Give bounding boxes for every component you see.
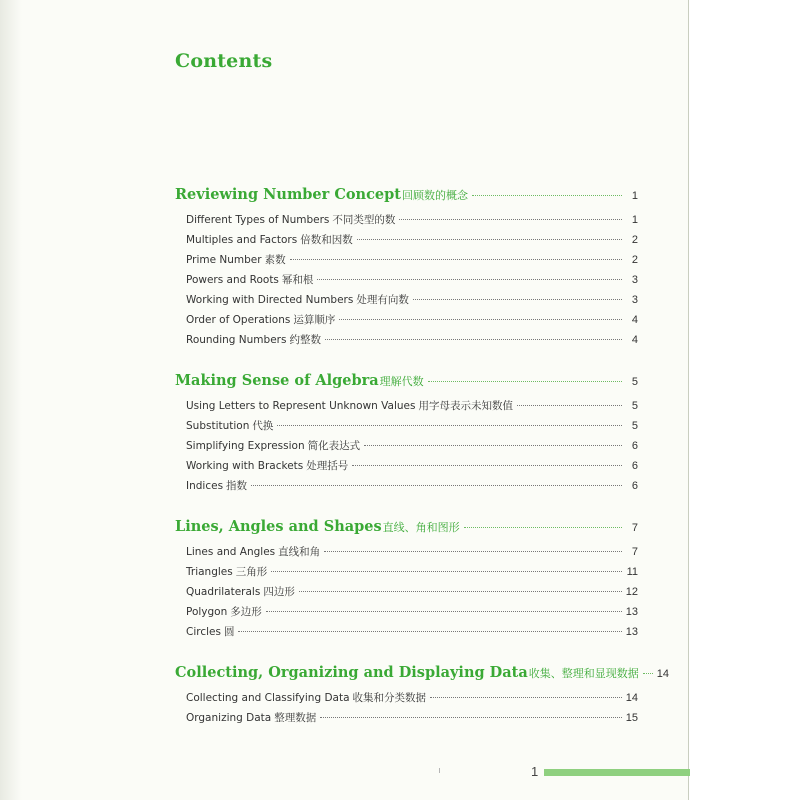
section-title-cn: 直线、角和图形 — [382, 521, 460, 534]
entry-title: Polygon — [186, 606, 228, 618]
toc-section — [175, 186, 638, 352]
entry-title-cn: 代换 — [252, 420, 274, 432]
dot-leader — [399, 219, 622, 220]
entry-title: Circles — [186, 626, 221, 638]
entry-title-cn: 收集和分类数据 — [352, 692, 427, 704]
dot-leader — [464, 527, 622, 528]
toc-entry[interactable] — [175, 438, 638, 458]
toc-section-heading[interactable] — [175, 186, 638, 212]
entry-page-number: 6 — [631, 440, 638, 452]
section-page-number: 7 — [631, 522, 638, 534]
entry-page-number: 11 — [626, 566, 638, 578]
toc-section — [175, 372, 638, 498]
toc-entry[interactable] — [175, 584, 638, 604]
entry-title: Quadrilaterals — [186, 586, 261, 598]
entry-page-number: 13 — [625, 606, 638, 618]
toc-entry[interactable] — [175, 332, 638, 352]
entry-page-number: 3 — [631, 294, 638, 306]
entry-title: Lines and Angles — [186, 546, 276, 558]
section-title: Reviewing Number Concept — [175, 186, 401, 203]
entry-title: Organizing Data — [186, 712, 272, 724]
entry-title-cn: 不同类型的数 — [332, 214, 396, 226]
entry-title-cn: 幂和根 — [281, 274, 314, 286]
entry-page-number: 14 — [625, 692, 638, 704]
dot-leader — [317, 279, 622, 280]
dot-leader — [472, 195, 622, 196]
entry-title: Multiples and Factors — [186, 234, 298, 246]
toc-entry[interactable] — [175, 544, 638, 564]
dot-leader — [643, 673, 653, 674]
toc-entry[interactable] — [175, 252, 638, 272]
section-page-number: 1 — [631, 190, 638, 202]
entry-title: Prime Number — [186, 254, 262, 266]
table-of-contents — [175, 186, 669, 750]
toc-entry[interactable] — [175, 418, 638, 438]
toc-entry[interactable] — [175, 478, 638, 498]
entry-title-cn: 约整数 — [289, 334, 321, 346]
toc-entry[interactable] — [175, 624, 638, 644]
entry-title-cn: 用字母表示未知数值 — [418, 400, 513, 412]
section-title: Making Sense of Algebra — [175, 372, 379, 389]
entry-page-number: 7 — [631, 546, 638, 558]
dot-leader — [428, 381, 622, 382]
toc-entry[interactable] — [175, 710, 638, 730]
page-number: 1 — [531, 764, 539, 779]
toc-entry[interactable] — [175, 564, 638, 584]
dot-leader — [357, 239, 622, 240]
entry-title-cn: 三角形 — [235, 566, 268, 578]
dot-leader — [299, 591, 622, 592]
entry-title: Using Letters to Represent Unknown Values — [186, 400, 416, 412]
crop-mark — [439, 768, 440, 773]
footer-accent-bar — [544, 769, 690, 776]
section-title-cn: 回顾数的概念 — [402, 189, 468, 202]
page-title: Contents — [175, 50, 273, 72]
entry-title-cn: 整理数据 — [274, 712, 317, 724]
dot-leader — [251, 485, 622, 486]
dot-leader — [266, 611, 622, 612]
dot-leader — [339, 319, 622, 320]
entry-title: Order of Operations — [186, 314, 291, 326]
section-title: Collecting, Organizing and Displaying Data — [175, 664, 528, 681]
entry-title-cn: 处理括号 — [306, 460, 349, 472]
entry-title: Working with Brackets — [186, 460, 304, 472]
section-page-number: 5 — [631, 376, 638, 388]
dot-leader — [320, 717, 622, 718]
entry-title-cn: 直线和角 — [278, 546, 321, 558]
dot-leader — [352, 465, 622, 466]
entry-title-cn: 运算顺序 — [293, 314, 336, 326]
toc-section-heading[interactable] — [175, 518, 638, 544]
toc-entry[interactable] — [175, 312, 638, 332]
toc-section-heading[interactable] — [175, 372, 638, 398]
dot-leader — [413, 299, 622, 300]
entry-title-cn: 四边形 — [263, 586, 295, 598]
dot-leader — [325, 339, 622, 340]
entry-page-number: 3 — [631, 274, 638, 286]
toc-section — [175, 518, 638, 644]
entry-page-number: 4 — [631, 314, 638, 326]
entry-title-cn: 处理有向数 — [356, 294, 409, 306]
dot-leader — [364, 445, 622, 446]
section-title-cn: 收集、整理和显现数据 — [528, 667, 639, 680]
dot-leader — [430, 697, 622, 698]
entry-page-number: 1 — [631, 214, 638, 226]
entry-title-cn: 倍数和因数 — [300, 234, 353, 246]
toc-entry[interactable] — [175, 604, 638, 624]
entry-page-number: 5 — [631, 400, 638, 412]
entry-title: Powers and Roots — [186, 274, 279, 286]
toc-entry[interactable] — [175, 458, 638, 478]
section-title-cn: 理解代数 — [379, 375, 424, 388]
dot-leader — [517, 405, 622, 406]
entry-title: Different Types of Numbers — [186, 214, 330, 226]
toc-section — [175, 664, 669, 730]
toc-section-heading[interactable] — [175, 664, 669, 690]
binding-shadow — [0, 0, 22, 800]
dot-leader — [238, 631, 621, 632]
dot-leader — [277, 425, 622, 426]
entry-title: Collecting and Classifying Data — [186, 692, 350, 704]
toc-entry[interactable] — [175, 212, 638, 232]
toc-entry[interactable] — [175, 272, 638, 292]
toc-entry[interactable] — [175, 690, 638, 710]
entry-title-cn: 指数 — [226, 480, 248, 492]
entry-page-number: 5 — [631, 420, 638, 432]
entry-page-number: 13 — [625, 626, 638, 638]
toc-entry[interactable] — [175, 292, 638, 312]
entry-page-number: 15 — [625, 712, 638, 724]
entry-title-cn: 素数 — [264, 254, 286, 266]
entry-page-number: 2 — [631, 234, 638, 246]
toc-entry[interactable] — [175, 398, 638, 418]
entry-title: Indices — [186, 480, 224, 492]
entry-title-cn: 圆 — [223, 626, 235, 638]
toc-entry[interactable] — [175, 232, 638, 252]
entry-title: Simplifying Expression — [186, 440, 305, 452]
entry-page-number: 2 — [631, 254, 638, 266]
entry-page-number: 6 — [631, 460, 638, 472]
section-page-number: 14 — [656, 668, 669, 680]
entry-title: Working with Directed Numbers — [186, 294, 354, 306]
entry-title-cn: 简化表达式 — [307, 440, 361, 452]
dot-leader — [271, 571, 622, 572]
entry-page-number: 6 — [631, 480, 638, 492]
entry-page-number: 4 — [631, 334, 638, 346]
entry-title: Substitution — [186, 420, 250, 432]
section-title: Lines, Angles and Shapes — [175, 518, 382, 535]
entry-title: Rounding Numbers — [186, 334, 287, 346]
entry-title-cn: 多边形 — [230, 606, 262, 618]
outer-margin — [689, 0, 800, 800]
dot-leader — [324, 551, 622, 552]
dot-leader — [290, 259, 622, 260]
entry-title: Triangles — [186, 566, 233, 578]
entry-page-number: 12 — [625, 586, 638, 598]
